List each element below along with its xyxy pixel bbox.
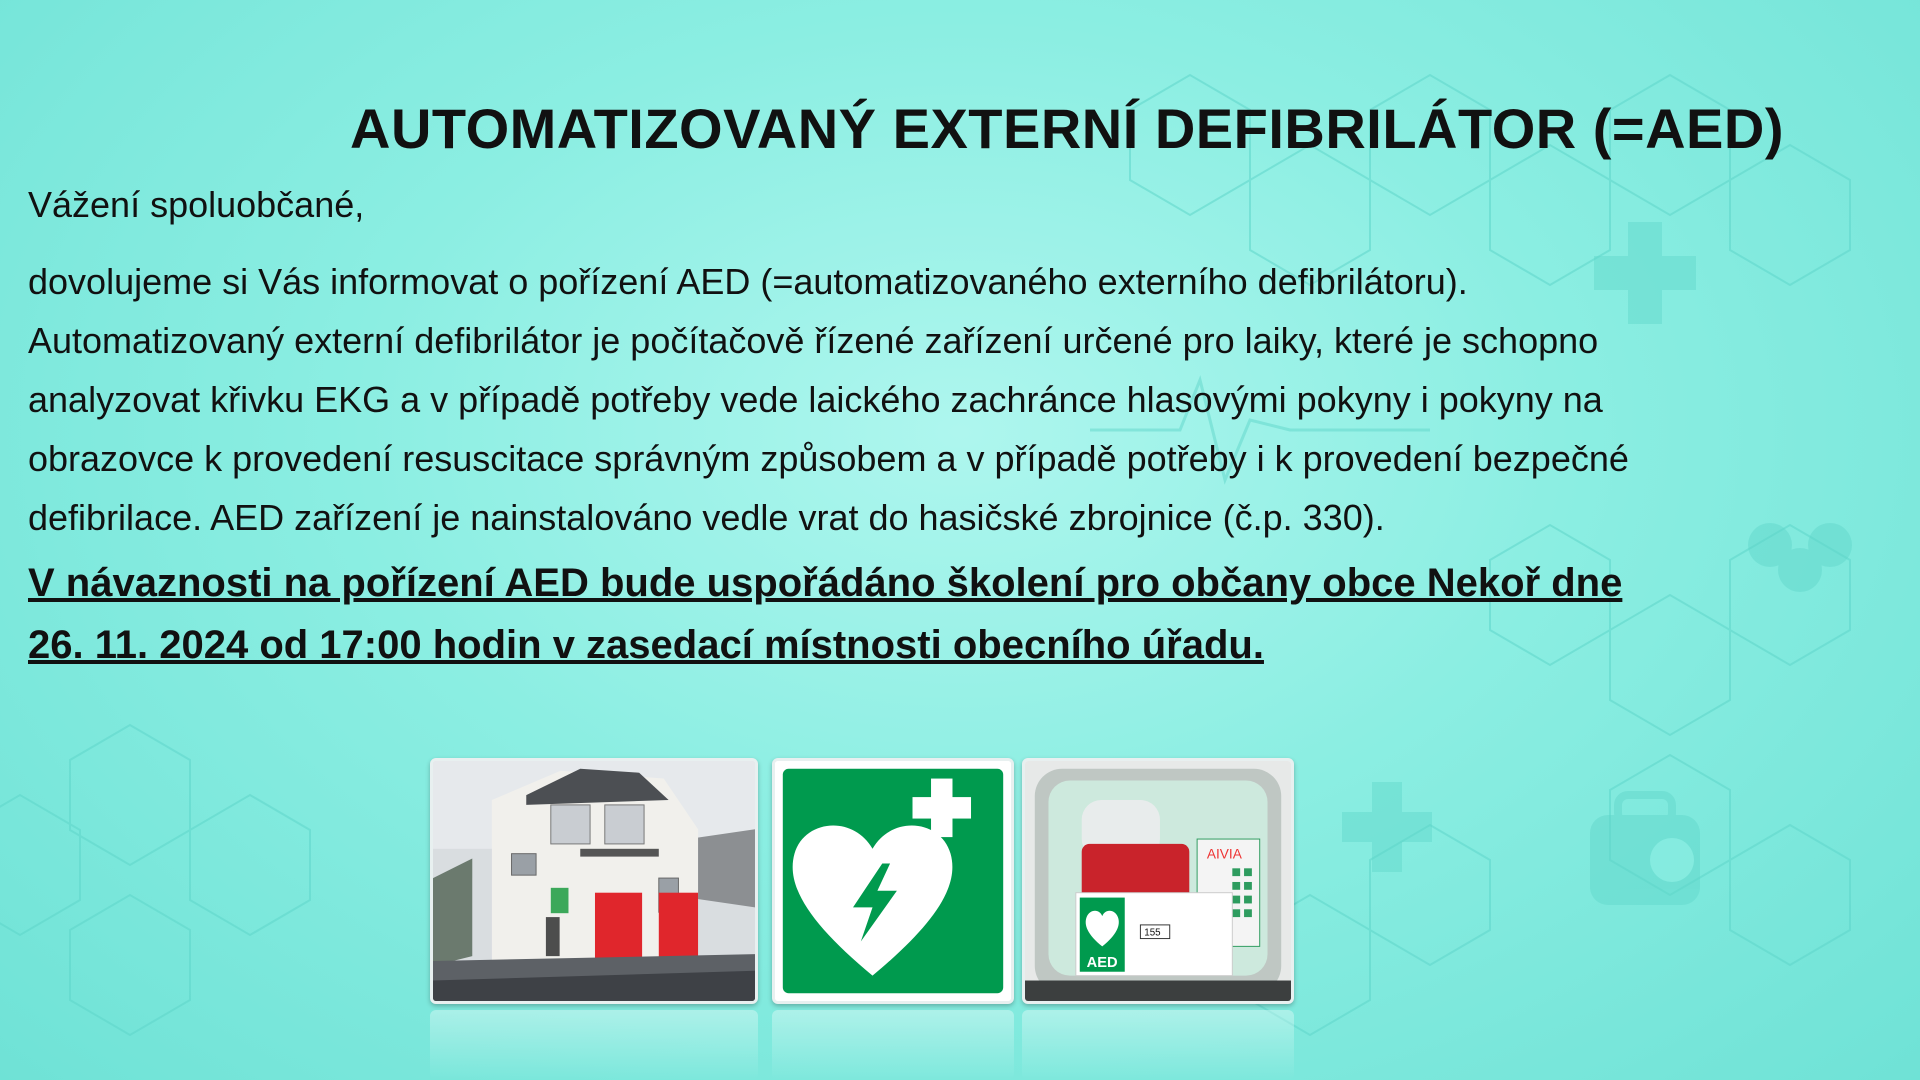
greeting-text: Vážení spoluobčané,	[28, 184, 365, 225]
body-line: obrazovce k provedení resuscitace správným způsobem a v případě potřeby i k provedení bezpečné	[28, 438, 1629, 479]
fire-station-photo	[430, 758, 758, 1004]
training-notice	[28, 552, 1898, 676]
notice-line: 26. 11. 2024 od 17:00 hodin v zasedací místnosti obecního úřadu.	[28, 623, 1264, 667]
image-reflection	[430, 1010, 758, 1080]
svg-text:155: 155	[1144, 927, 1161, 939]
svg-text:AED: AED	[1086, 954, 1118, 971]
body-line: defibrilace. AED zařízení je nainstalováno vedle vrat do hasičské zbrojnice (č.p. 330).	[28, 497, 1385, 538]
aed-sign-image	[772, 758, 1014, 1004]
body-line: Automatizovaný externí defibrilátor je počítačově řízené zařízení určené pro laiky, které je schopno	[28, 320, 1599, 361]
notice-line: V návaznosti na pořízení AED bude uspořádáno školení pro občany obce Nekoř dne	[28, 561, 1623, 605]
aed-cabinet-photo	[1022, 758, 1294, 1004]
image-reflection	[772, 1010, 1014, 1080]
page-title: AUTOMATIZOVANÝ EXTERNÍ DEFIBRILÁTOR (=AED)	[350, 97, 1784, 160]
body-line: dovolujeme si Vás informovat o pořízení AED (=automatizovaného externího defibrilátoru).	[28, 261, 1468, 302]
svg-text:AIVIA: AIVIA	[1206, 846, 1242, 862]
image-reflection	[1022, 1010, 1294, 1080]
body-paragraph	[28, 252, 1898, 547]
body-line: analyzovat křivku EKG a v případě potřeby vede laického zachránce hlasovými pokyny i pokyny na	[28, 379, 1603, 420]
